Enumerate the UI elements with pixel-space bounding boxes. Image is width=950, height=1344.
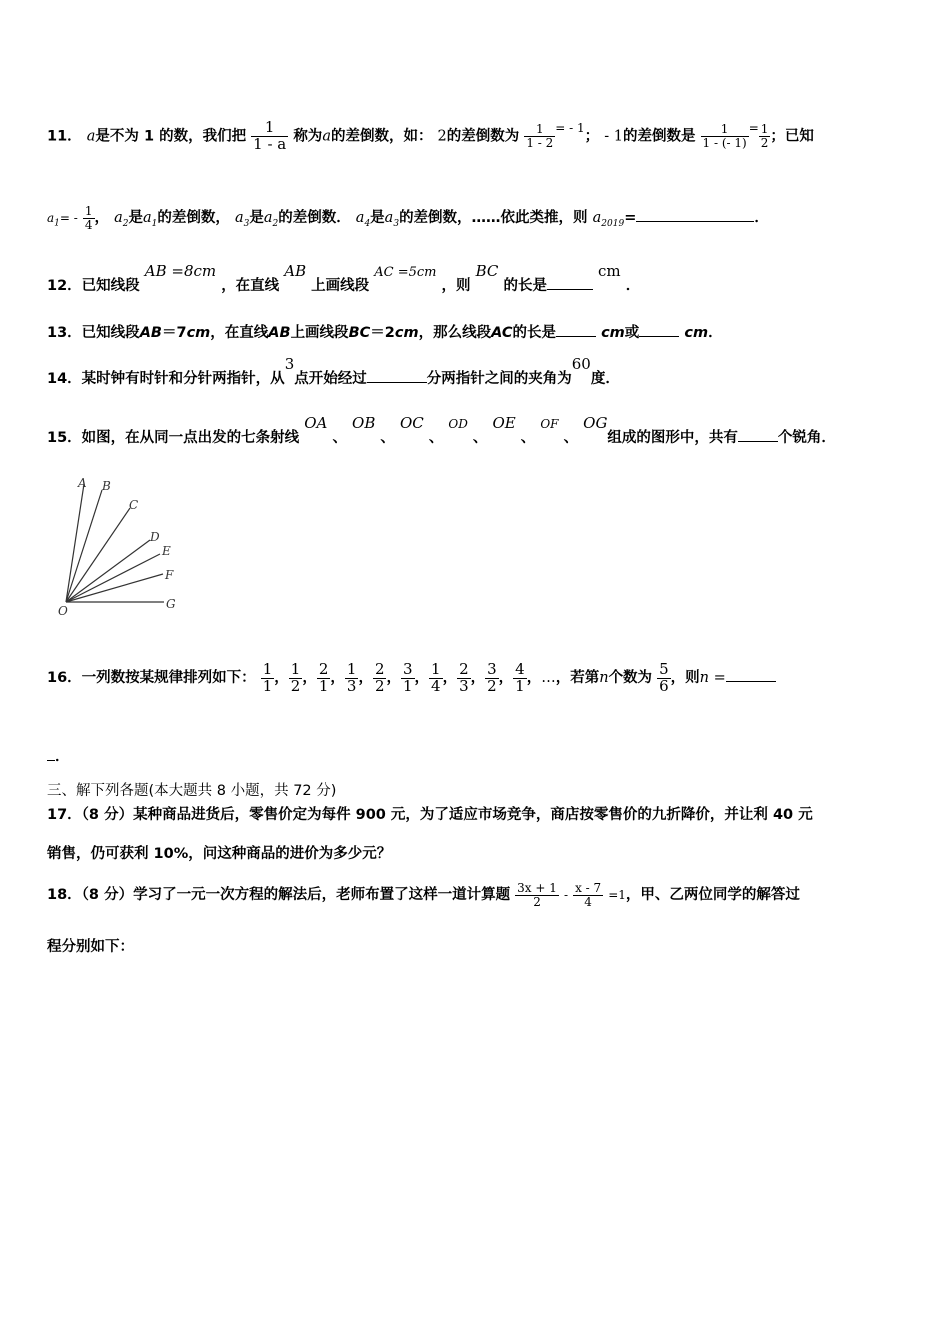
q17-line1: 17．（8 分）某种商品进货后，零售价定为每件 900 元，为了适应市场竞争，商店按零售价的九折降价，并让利 40 元 <box>47 807 813 823</box>
q11-line2: $a_1=$ - $\frac{1}{4}$ ， $a_2$是$a_1$的差倒数， $a_3$是$a_2$的差倒数． $a_4$是$a_3$的差倒数，……依此类推，则 $a_{2019}=$ ． <box>47 204 769 232</box>
q17-line2: 销售，仍可获利 10%，问这种商品的进价为多少元？ <box>47 846 392 862</box>
label-c: C <box>129 498 139 512</box>
q15-line: 15．如图，在从同一点出发的七条射线 OA 、 OB 、 OC 、 $^{OD}$ 、 OE 、 $^{OF}$ 、 OG组成的图形中，共有 个锐角． <box>47 414 836 446</box>
q14-answer-blank[interactable] <box>367 368 427 383</box>
q16-seq-frac: $\frac{3}{1}$ <box>402 659 413 695</box>
q18-frac-2: $\frac{x - 7}{4}$ <box>575 881 602 909</box>
q16-line: 16．一列数按某规律排列如下： $\frac{1}{1}$ ， $\frac{1}{2}$ ， $\frac{2}{1}$ ， $\frac{1}{3}$ ， $\frac{2}{2}$ ， $\frac{3}{1}$ ， $\frac{1}{4}$ ， $\frac{2}{3}$ ， $\frac{3}{2}$ ， $\frac{4}{1}$ ，…，若第n个数为 $\frac{5}{6}$ ，则n = <box>47 656 776 700</box>
q16-seq-frac: $\frac{1}{4}$ <box>431 659 441 695</box>
label-g: G <box>166 597 176 611</box>
q16-seq-frac: $\frac{1}{2}$ <box>290 659 301 695</box>
ray-od <box>66 540 150 602</box>
q16-seq-frac: $\frac{2}{1}$ <box>318 659 329 695</box>
q11-frac-ex2: $\frac{1}{1 - (- 1)}$ <box>702 122 747 150</box>
q11-frac-ex1: $\frac{1}{1 - 2}$ <box>526 122 554 150</box>
q18-line1: 18．（8 分）学习了一元一次方程的解法后，老师布置了这样一道计算题 $\frac{3x + 1}{2}$ - $\frac{x - 7}{4}$ =1，甲、乙两位同学的解答过 <box>47 881 800 909</box>
label-e: E <box>162 544 171 558</box>
q16-seq-frac: $\frac{2}{2}$ <box>374 659 385 695</box>
q16-seq-frac: $\frac{1}{3}$ <box>346 659 357 695</box>
label-o: O <box>58 604 68 618</box>
q11-frac-def: $\frac{1}{1 - a}$ <box>253 118 287 153</box>
label-f: F <box>165 568 174 582</box>
q12-ab-eq: AB =8cm <box>144 262 217 280</box>
q11-line1: 11． a是不为 1 的数，我们把 $\frac{1}{1 - a}$ 称为a的差倒数，如： 2的差倒数为 $\frac{1}{1 - 2}$ $^{= - 1}$； - 1的差倒数是 $\frac{1}{1 - (- 1)}$ = $\frac{1}{2}$ ；已知 <box>47 118 814 153</box>
q12-line: 12．已知线段 AB =8cm ，在直线 AB 上画线段 AC =5cm ，则 BC 的长是 cm ． <box>47 262 641 294</box>
label-d: D <box>150 530 160 544</box>
q16-seq-frac: $\frac{1}{1}$ <box>262 659 273 695</box>
q13-line: 13．已知线段AB＝7cm，在直线AB上画线段BC＝2cm，那么线段AC的长是 cm或 cm． <box>47 321 723 342</box>
q16-tail: ． <box>47 745 70 766</box>
ray-of <box>66 574 163 602</box>
rays-figure <box>50 470 190 620</box>
q18-frac-1: $\frac{3x + 1}{2}$ <box>517 881 557 909</box>
ray-oe <box>66 554 160 602</box>
q16-sequence: $\frac{1}{1}$ ， $\frac{1}{2}$ ， $\frac{2}{1}$ ， $\frac{1}{3}$ ， $\frac{2}{2}$ ， $\frac{3}{1}$ ， $\frac{1}{4}$ ， $\frac{2}{3}$ ， $\frac{3}{2}$ ， $\frac{4}{1}$ ， <box>262 659 542 695</box>
section-3-heading: 三、解下列各题(本大题共 8 小题，共 72 分) <box>47 783 337 799</box>
label-b: B <box>102 479 111 493</box>
q16-seq-frac: $\frac{3}{2}$ <box>487 659 497 695</box>
q11-frac-a1: $\frac{1}{4}$ <box>84 204 93 232</box>
ray-ob <box>66 490 102 602</box>
q16-target-frac: $\frac{5}{6}$ <box>659 659 669 695</box>
ray-oc <box>66 508 130 602</box>
q11-answer-blank[interactable] <box>636 207 754 222</box>
q18-line2: 程分别如下： <box>47 939 134 955</box>
q16-seq-frac: $\frac{4}{1}$ <box>515 659 525 695</box>
q13-answer-blank-1[interactable] <box>556 322 596 337</box>
q12-answer-blank[interactable] <box>547 275 593 290</box>
q14-line: 14．某时钟有时针和分针两指针，从3点开始经过 分两指针之间的夹角为60度． <box>47 355 620 387</box>
q13-answer-blank-2[interactable] <box>639 322 679 337</box>
q16-answer-blank[interactable] <box>726 667 776 682</box>
q15-answer-blank[interactable] <box>738 427 778 442</box>
q11-frac-half: $\frac{1}{2}$ <box>760 122 769 150</box>
ray-oa <box>66 484 84 602</box>
q16-seq-frac: $\frac{2}{3}$ <box>459 659 469 695</box>
label-a: A <box>78 476 87 490</box>
